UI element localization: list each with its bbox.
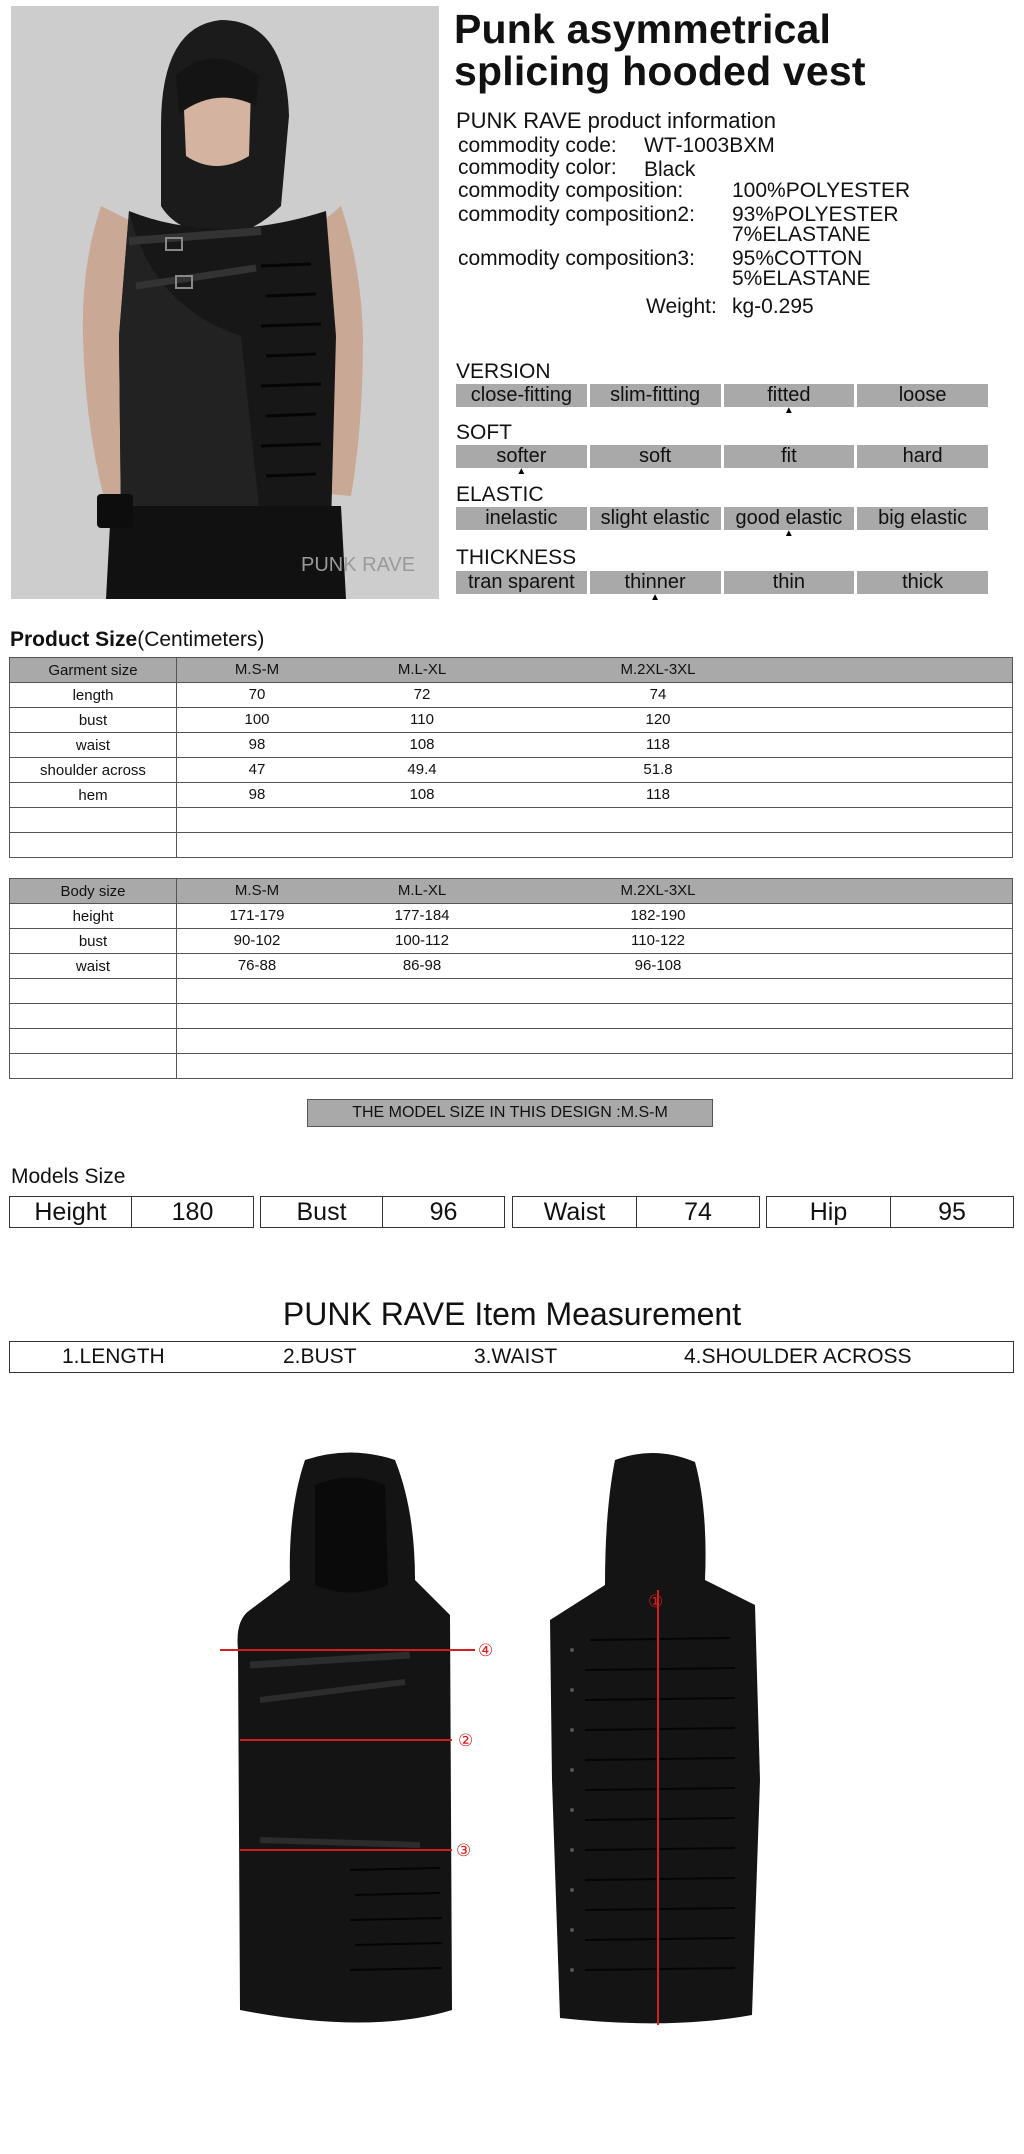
models-size-heading: Models Size [11,1165,126,1188]
scale-elastic-option: slight elastic [590,507,721,530]
model-hip-label: Hip [767,1197,891,1227]
table-row-label: waist [10,733,177,758]
table-row-label: height [10,904,177,929]
model-bust-value: 96 [429,1198,458,1226]
table-cell: 120 [645,711,671,728]
table-row-empty [10,833,1013,858]
scale-thickness-option: tran sparent [456,571,587,594]
table-row [10,708,1013,733]
table-cell-empty [177,1054,1013,1079]
table-cell: 108 [409,736,435,753]
table-header-cell: M.S-M [234,882,280,899]
table-row-values [177,758,1013,783]
table-cell-empty [177,833,1013,858]
model-waist-value: 74 [684,1198,712,1226]
table-row-label: hem [10,783,177,808]
scale-version-option: slim-fitting [590,384,721,407]
table-cell: 100 [244,711,270,728]
table-cell: 90-102 [233,932,281,949]
info-label-composition3: commodity composition3: [458,247,695,270]
product-size-heading [10,628,264,652]
vest-front-diagram [220,1450,520,2050]
table-row [10,954,1013,979]
table-cell-empty [10,833,177,858]
model-waist-label: Waist [513,1197,637,1227]
scale-version-option: fitted ▲ [724,384,855,407]
table-cell: 70 [248,686,266,703]
table-header-sizes [177,879,1013,904]
table-cell: 76-88 [237,957,277,974]
info-value-code: WT-1003BXM [644,134,775,157]
marker-1: ① [648,1592,664,1612]
table-row-values [177,683,1013,708]
table-cell: 47 [248,761,266,778]
product-title [454,8,1014,92]
table-header-row [10,658,1013,683]
scale-version [456,384,988,407]
table-row-empty [10,808,1013,833]
scale-elastic-option: big elastic [857,507,988,530]
table-row [10,783,1013,808]
table-cell: 118 [646,736,670,753]
scale-thickness-option: thinner ▲ [590,571,721,594]
scale-soft-option: softer ▲ [456,445,587,468]
scale-soft-option: fit [724,445,855,468]
scale-title-version: VERSION [456,360,551,383]
table-row-empty [10,1054,1013,1079]
table-row-label: bust [10,708,177,733]
table-header-cell: Body size [10,879,177,904]
table-cell: 98 [248,786,266,803]
table-cell: 96-108 [634,957,682,974]
measurement-legend [9,1341,1014,1373]
product-photo [11,6,439,599]
scale-version-option: close-fitting [456,384,587,407]
table-cell: 51.8 [643,761,673,778]
scale-thickness [456,571,988,594]
product-title-line2: splicing hooded vest [454,48,866,94]
table-cell: 110 [410,711,434,728]
table-cell-empty [177,979,1013,1004]
table-row-label: bust [10,929,177,954]
table-cell-empty [10,1029,177,1054]
vest-back-diagram [520,1450,790,2050]
table-row [10,929,1013,954]
model-bust-box [260,1196,505,1228]
product-size-unit: (Centimeters) [137,628,265,651]
scale-version-option: loose [857,384,988,407]
scale-soft-option: hard [857,445,988,468]
model-height-box [9,1196,254,1228]
model-bust-label: Bust [261,1197,383,1227]
scale-soft-option: soft [590,445,721,468]
model-height-value: 180 [171,1198,214,1226]
measurement-heading: PUNK RAVE Item Measurement [282,1296,742,1332]
info-heading: PUNK RAVE product information [456,108,776,133]
model-hip-box [766,1196,1014,1228]
measurement-item-waist: 3.WAIST [474,1345,558,1368]
product-size-title: Product Size [10,628,138,651]
table-cell: 118 [646,786,670,803]
model-hip-value: 95 [938,1198,966,1226]
table-header-cell: Garment size [10,658,177,683]
table-row-empty [10,1029,1013,1054]
table-cell-empty [177,1004,1013,1029]
table-row-empty [10,1004,1013,1029]
table-row-values [177,783,1013,808]
table-row-label: waist [10,954,177,979]
table-header-cell: M.2XL-3XL [620,882,696,899]
body-size-table [9,878,1013,1079]
table-cell: 72 [413,686,431,703]
table-cell: 110-122 [631,932,685,949]
model-size-note: THE MODEL SIZE IN THIS DESIGN :M.S-M [307,1099,713,1127]
photo-watermark: PUNK RAVE [301,554,416,576]
table-cell: 182-190 [630,907,686,924]
measurement-item-length: 1.LENGTH [62,1345,165,1368]
table-cell: 177-184 [394,907,450,924]
info-label-weight: Weight: [646,295,717,318]
scale-soft [456,445,988,468]
table-header-sizes [177,658,1013,683]
table-cell-empty [10,808,177,833]
info-label-composition2: commodity composition2: [458,203,695,226]
table-cell-empty [10,979,177,1004]
table-cell-empty [177,808,1013,833]
scale-title-soft: SOFT [456,421,512,444]
table-row [10,904,1013,929]
table-cell: 100-112 [395,932,449,949]
table-header-row [10,879,1013,904]
table-cell: 98 [248,736,266,753]
table-cell: 171-179 [229,907,285,924]
marker-2: ② [458,1731,474,1751]
table-row-values [177,904,1013,929]
scale-title-elastic: ELASTIC [456,483,544,506]
table-cell-empty [177,1029,1013,1054]
scale-elastic-option: good elastic ▲ [724,507,855,530]
table-row-values [177,929,1013,954]
table-row-empty [10,979,1013,1004]
info-label-code: commodity code: [458,134,617,157]
table-cell-empty [10,1054,177,1079]
table-cell: 86-98 [402,957,442,974]
table-header-cell: M.S-M [234,661,280,678]
info-value-composition3b: 5%ELASTANE [732,267,871,290]
table-header-cell: M.2XL-3XL [620,661,696,678]
table-cell-empty [10,1004,177,1029]
garment-size-table [9,657,1013,858]
table-row-label: length [10,683,177,708]
table-header-cell: M.L-XL [397,882,447,899]
scale-elastic [456,507,988,530]
table-cell: 108 [409,786,435,803]
table-row-label: shoulder across [10,758,177,783]
table-header-cell: M.L-XL [397,661,447,678]
scale-elastic-option: inelastic [456,507,587,530]
table-cell: 49.4 [407,761,437,778]
measurement-item-bust: 2.BUST [283,1345,357,1368]
info-value-color: Black [644,158,696,181]
table-row-values [177,954,1013,979]
measurement-item-shoulder: 4.SHOULDER ACROSS [684,1345,912,1368]
info-label-composition: commodity composition: [458,179,684,202]
model-height-label: Height [10,1197,132,1227]
info-value-composition2b: 7%ELASTANE [732,223,871,246]
scale-thickness-option: thin [724,571,855,594]
product-title-line1: Punk asymmetrical [454,6,832,52]
table-row [10,758,1013,783]
table-row-values [177,708,1013,733]
table-cell: 74 [649,686,667,703]
info-value-composition3: 95%COTTON [732,247,863,270]
marker-3: ③ [456,1841,472,1861]
info-value-weight: kg-0.295 [732,295,814,318]
model-waist-box [512,1196,760,1228]
info-label-color: commodity color: [458,156,617,179]
info-value-composition: 100%POLYESTER [732,179,911,202]
table-row [10,683,1013,708]
table-row [10,733,1013,758]
scale-thickness-option: thick [857,571,988,594]
info-value-composition2: 93%POLYESTER [732,203,899,226]
marker-4: ④ [478,1641,494,1661]
table-row-values [177,733,1013,758]
scale-title-thickness: THICKNESS [456,546,577,569]
